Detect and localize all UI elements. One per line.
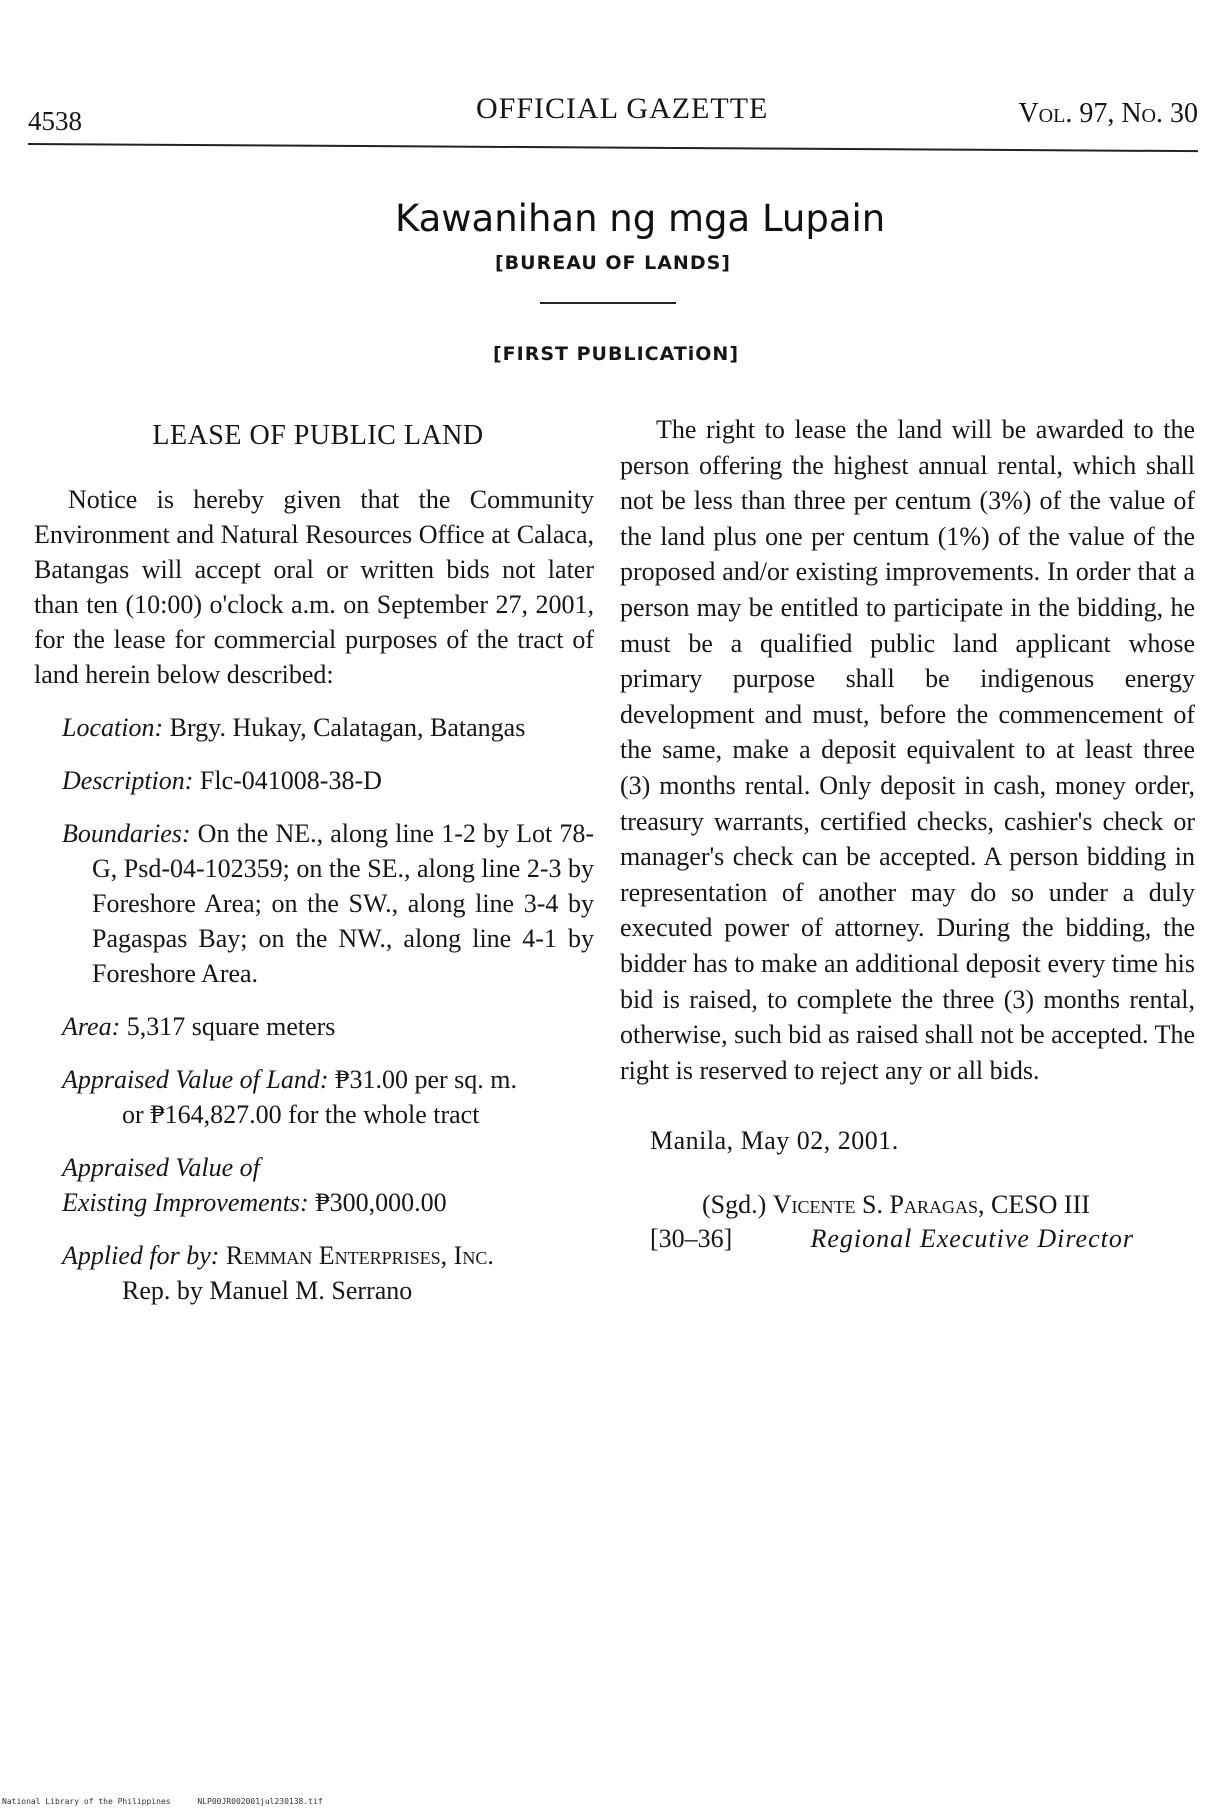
description-label: Description: [62,766,194,795]
publication-title: OFFICIAL GAZETTE [476,92,769,125]
publication-note: [FIRST PUBLICATiON] [493,343,740,365]
boundaries-value: On the NE., along line 1-2 by Lot 78-G, Psd-04-102359; on the SE., along line 2-3 by Foreshore Area; on the SW., along line 3-4 by Pagaspas Bay; on the NW., along line 4-1 by Foreshore Area. [92,819,595,988]
applicant-representative: Rep. by Manuel M. Serrano [122,1276,413,1305]
agency-name-english: [BUREAU OF LANDS] [495,252,731,274]
page-number: 4538 [28,106,82,136]
applicant-item [62,1238,594,1308]
appraised-improvements-label-2: Existing Improvements: [62,1188,309,1217]
notice-intro: Notice is hereby given that the Community Environment and Natural Resources Office at Calaca, Batangas will accept oral or written bids not later than ten (10:00) o'clock a.m. on September 27, 2001, for the lease for commercial purposes of the tract of land herein below described: [34,485,594,689]
scan-footer [2,1797,345,1806]
location-label: Location: [62,713,164,742]
section-divider [540,302,676,304]
description-value: Flc-041008-38-D [199,766,382,795]
signatory-title: Regional Executive Director [810,1224,1134,1254]
notice-title: LEASE OF PUBLIC LAND [152,420,484,451]
area-item [62,1009,594,1044]
appraised-land-value: ₱31.00 per sq. m. [335,1065,517,1094]
appraised-land-label: Appraised Value of Land: [62,1065,329,1094]
issue-code: [30–36] [650,1224,733,1254]
signatory-title-row [650,1224,1195,1254]
location-item [62,710,594,745]
applicant-name: Remman Enterprises, Inc. [225,1241,494,1270]
signed-prefix: (Sgd.) [702,1190,767,1220]
description-item [62,763,594,798]
notice-left-column [34,420,594,1326]
volume-number: Vol. 97, No. 30 [1018,98,1198,129]
signatory-name: Vicente S. Paragas, CESO III [772,1190,1090,1220]
area-value: 5,317 square meters [126,1012,336,1041]
appraised-improvements-value: ₱300,000.00 [315,1188,447,1217]
lease-terms-paragraph: The right to lease the land will be awarded to the person offering the highest annual rental, which shall not be less than three per centum (3%) of the value of the land plus one per centum (1%) of the value of the proposed and/or existing improvements. In order that a person may be entitled to participate in the bidding, he must be a qualified public land applicant whose primary purpose shall be indigenous energy development and must, before the commencement of the same, make a deposit equivalent to at least three (3) months rental. Only deposit in cash, money order, treasury warrants, certified checks, cashier's check or manager's check can be accepted. A person bidding in representation of another may do so under a duly executed power of attorney. During the bidding, the bidder has to make an additional deposit every time his bid is raised, to complete the three (3) months rental, otherwise, such bid as raised shall not be accepted. The right is reserved to reject any or all bids. [620,415,1195,1085]
library-credit: National Library of the Philippines [2,1797,171,1806]
appraised-land-total: or ₱164,827.00 for the whole tract [122,1100,480,1129]
dateline: Manila, May 02, 2001. [650,1126,899,1156]
appraised-land-item [62,1062,594,1132]
page-header [28,88,1198,148]
boundaries-label: Boundaries: [62,819,191,848]
location-value: Brgy. Hukay, Calatagan, Batangas [169,713,526,742]
boundaries-item [62,816,594,991]
scan-file-id: NLP00JR002001jul230138.tif [197,1797,323,1806]
applicant-label: Applied for by: [62,1241,220,1270]
appraised-improvements-label-1: Appraised Value of [62,1153,260,1182]
notice-right-column [620,412,1195,1254]
appraised-improvements-item [62,1150,594,1220]
area-label: Area: [62,1012,121,1041]
agency-name-filipino: Kawanihan ng mga Lupain [395,197,886,240]
signature-line [702,1190,1195,1220]
